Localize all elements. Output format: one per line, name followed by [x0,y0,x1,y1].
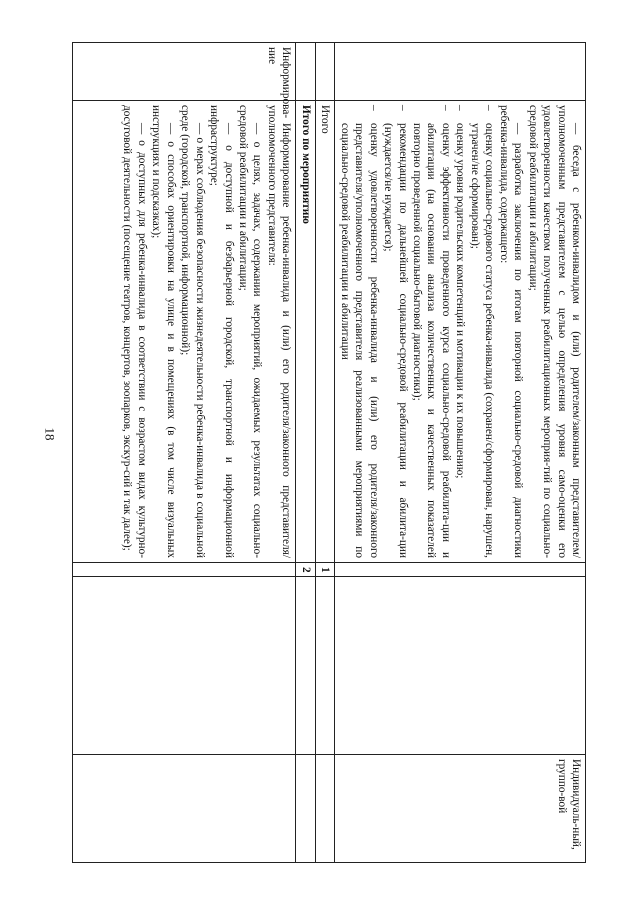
table-row-informing [73,43,296,863]
informing-form [73,755,296,863]
form-cell: Индивидуаль-ный, группо-вой [335,755,586,863]
list-item-text: оценку удовлетворенности ребенка-инвалида и (или) его родителя/законного представителя/уполномоченного представителя реализованными мероприятиями по социально-средовой реабилитации и абилитации [338,123,380,558]
list-item-text: оценку эффективности проведенного курса социально-средовой реабилита-ции и абилитации (на основании анализа количественных и качественных показателей повторно проведенной социально-бытовой диагностики); [411,123,452,558]
total-label: Итого [315,101,334,563]
hours-cell [335,563,586,577]
list-item-text: оценку уровня родительских компетенций и мотивации к их повышению; [454,123,467,479]
total-mid-cell [315,577,334,755]
list-item [467,105,496,558]
rehabilitation-plan-table [72,42,586,863]
total-number: 1 [315,563,334,577]
total-activity-label: Итого по мероприятию [296,101,315,563]
dash-marker: – [367,105,380,111]
list-item-text: рекомендации по дальнейшей социально-средовой реабилитации и абилита-ции (нуждается/не нуждается); [382,123,409,558]
informing-mid [73,577,296,755]
intro-conversation: — беседа с ребенком-инвалидом и (или) родителем/законным представителем/уполномоченным представителем с целью определения уровня само-оценки его удовлетворенности качеством полученных реабилитационных мероприя-тий по социально-средовой реабилитации и абилитации; [526,105,582,558]
list-item: — о мерах соблюдения безопасности жизнедеятельности ребенка-инвалида в социальной среде (городской, транспортной, информационной); [179,105,206,558]
content-cell-informing [73,101,296,563]
list-item [453,105,467,558]
table-row-total-activity [296,43,315,863]
total-activity-form [296,755,315,863]
list-item-text: оценку социально-средового статуса ребенка-инвалида (сохранен/сформирован, нарушен, утрачен/не сформирован); [468,123,496,558]
table-row-total [315,43,334,863]
total-activity-empty [296,43,315,101]
list-item: — о способах ориентировки на улице и в помещениях (в том числе визуальных инструкциях и подсказках); [150,105,177,558]
list-item [381,105,410,558]
page-number: 18 [42,427,58,441]
list-item [337,105,380,558]
total-activity-cell [315,43,334,101]
list-item [410,105,453,558]
informing-hours [73,563,296,577]
total-activity-mid [296,577,315,755]
dash-marker: – [483,105,496,111]
mid-cell-empty [335,577,586,755]
total-activity-number: 2 [296,563,315,577]
dash-marker: – [439,105,452,111]
informing-intro: Информирование ребенка-инвалида и (или) его родителя/законного представителя/уполномоченного представителя: [265,105,293,558]
conclusion-intro: — разработка заключения по итогам повторной социально-средовой диагностики ребенка-инвалида, содержащего: [497,105,525,558]
dash-marker: – [396,105,409,111]
list-item: — о целях, задачах, содержании мероприятий, ожидаемых результатах социально-средовой реабилитации и абилитации; [237,105,264,558]
dash-marker: – [454,105,467,111]
total-form-cell [315,755,334,863]
list-item: — о доступной и безбарьерной городской, транспортной и информационной инфраструктуре; [208,105,235,558]
list-item: — о доступных для ребенка-инвалида в соответствии с возрастом видах культурно-досуговой деятельности (посещение театров, концертов, зоопарков, экскур-сий и так далее); [121,105,148,558]
table-row-evaluation [335,43,586,863]
rotated-table-wrapper [77,42,586,862]
content-cell-evaluation [335,101,586,563]
activity-cell-empty [335,43,586,101]
activity-cell-informing: Информирова-ние [73,43,296,101]
